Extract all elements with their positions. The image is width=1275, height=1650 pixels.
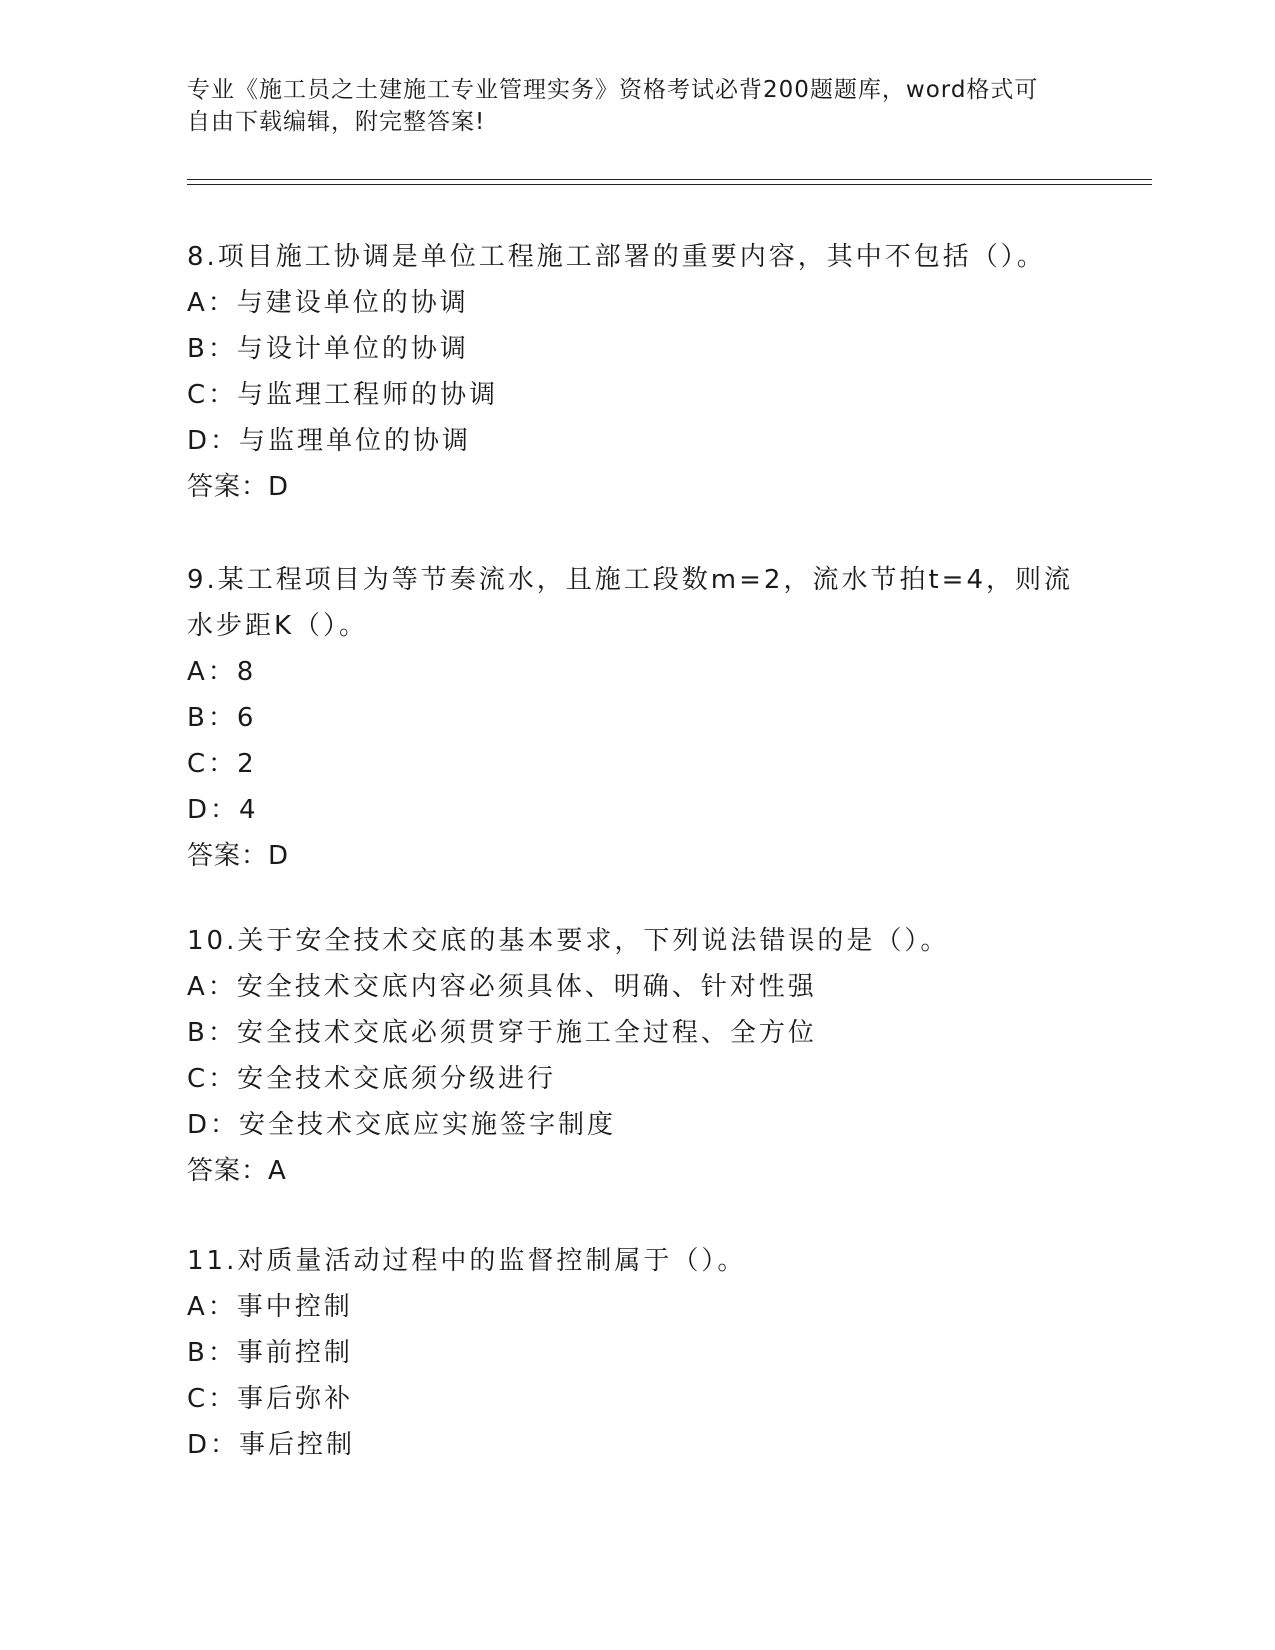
option-b: B：6 bbox=[187, 703, 257, 733]
option-c: C：与监理工程师的协调 bbox=[187, 380, 499, 410]
header-divider-top bbox=[187, 179, 1152, 180]
question-11 bbox=[187, 1238, 1087, 1468]
question-stem: 10.关于安全技术交底的基本要求，下列说法错误的是（）。 bbox=[187, 926, 950, 956]
document-header bbox=[187, 74, 1087, 138]
option-d: D：安全技术交底应实施签字制度 bbox=[187, 1110, 617, 1140]
option-a: A：与建设单位的协调 bbox=[187, 288, 469, 318]
option-a: A：事中控制 bbox=[187, 1292, 353, 1322]
option-c: C：安全技术交底须分级进行 bbox=[187, 1064, 557, 1094]
option-d: D：事后控制 bbox=[187, 1430, 356, 1460]
question-10 bbox=[187, 918, 1087, 1194]
option-c: C：事后弥补 bbox=[187, 1384, 354, 1414]
answer: 答案：D bbox=[187, 472, 290, 502]
option-c: C：2 bbox=[187, 749, 257, 779]
option-b: B：与设计单位的协调 bbox=[187, 334, 469, 364]
option-d: D：4 bbox=[187, 795, 259, 825]
header-line-1: 专业《施工员之土建施工专业管理实务》资格考试必背200题题库，word格式可 bbox=[187, 77, 1039, 103]
question-stem: 8.项目施工协调是单位工程施工部署的重要内容，其中不包括（）。 bbox=[187, 242, 1046, 272]
option-a: A：安全技术交底内容必须具体、明确、针对性强 bbox=[187, 972, 817, 1002]
answer: 答案：A bbox=[187, 1156, 287, 1186]
header-line-2: 自由下载编辑，附完整答案! bbox=[187, 109, 486, 135]
header-divider-bottom bbox=[187, 184, 1152, 185]
question-8 bbox=[187, 234, 1087, 510]
question-9 bbox=[187, 557, 1087, 879]
option-a: A：8 bbox=[187, 657, 257, 687]
option-b: B：安全技术交底必须贯穿于施工全过程、全方位 bbox=[187, 1018, 817, 1048]
question-stem: 9.某工程项目为等节奏流水，且施工段数m=2，流水节拍t=4，则流水步距K（）。 bbox=[187, 565, 1073, 641]
question-stem: 11.对质量活动过程中的监督控制属于（）。 bbox=[187, 1246, 747, 1276]
answer: 答案：D bbox=[187, 841, 290, 871]
option-d: D：与监理单位的协调 bbox=[187, 426, 472, 456]
option-b: B：事前控制 bbox=[187, 1338, 353, 1368]
